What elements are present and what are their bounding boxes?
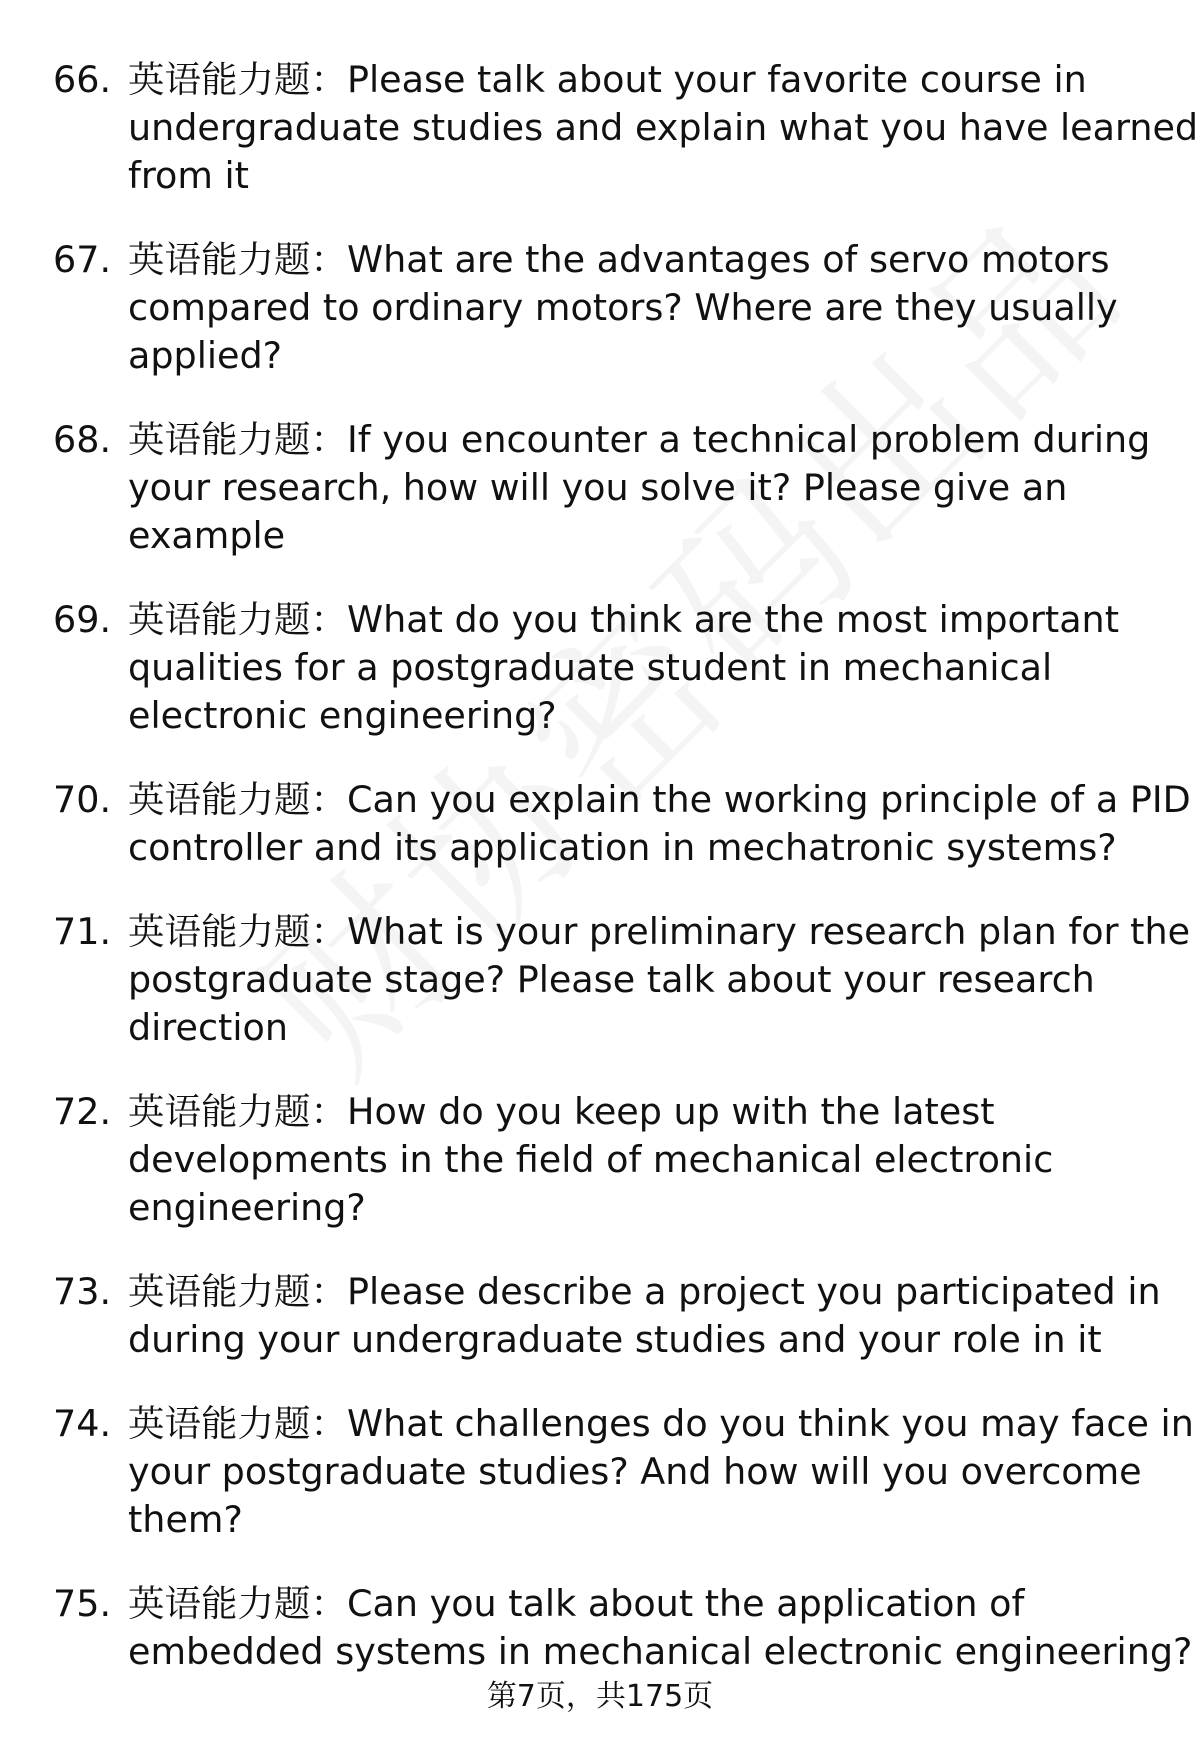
question-item [0,776,1200,908]
question-line: your postgraduate studies? And how will you overcome [128,1450,1142,1493]
question-line: qualities for a postgraduate student in mechanical [128,646,1053,689]
question-item [0,908,1200,1088]
question-item [0,236,1200,416]
question-line: 英语能力题：Can you talk about the application of [128,1582,1025,1625]
question-text [128,56,1199,200]
question-text [128,1088,1148,1232]
question-text [128,1400,1194,1544]
question-line: developments in the field of mechanical electronic [128,1138,1054,1181]
question-number: 68. [53,418,112,461]
question-line: 英语能力题：If you encounter a technical problem during [128,418,1151,461]
question-line: applied? [128,334,282,377]
question-list [0,56,1200,1712]
question-line: controller and its application in mechatronic systems? [128,826,1117,869]
question-number: 74. [53,1402,112,1445]
question-line: 英语能力题：Please describe a project you participated in [128,1270,1161,1313]
question-item [0,1088,1200,1268]
question-item [0,56,1200,236]
question-item [0,1400,1200,1580]
question-item [0,416,1200,596]
question-line: 英语能力题：Please talk about your favorite course in [128,58,1087,101]
question-item [0,1268,1200,1400]
question-line: them? [128,1498,243,1541]
question-text [128,1580,1193,1676]
question-number: 71. [53,910,112,953]
question-line: engineering? [128,1186,366,1229]
page-number-footer: 第7页，共175页 [486,1679,714,1714]
question-line: 英语能力题：What is your preliminary research plan for the [128,910,1191,953]
question-item [0,596,1200,776]
question-line: 英语能力题：Can you explain the working principle of a PID [128,778,1191,821]
question-line: direction [128,1006,288,1049]
question-line: electronic engineering? [128,694,557,737]
question-text [128,416,1151,560]
question-line: undergraduate studies and explain what you have learned [128,106,1199,149]
question-number: 67. [53,238,112,281]
question-line: during your undergraduate studies and your role in it [128,1318,1102,1361]
question-text [128,596,1148,740]
question-line: from it [128,154,249,197]
question-number: 69. [53,598,112,641]
question-number: 75. [53,1582,112,1625]
question-number: 66. [53,58,112,101]
question-line: your research, how will you solve it? Please give an [128,466,1068,509]
question-text [128,1268,1161,1364]
question-line: 英语能力题：What are the advantages of servo motors [128,238,1110,281]
question-line: 英语能力题：What challenges do you think you may face in [128,1402,1194,1445]
question-text [128,776,1191,872]
question-number: 73. [53,1270,112,1313]
question-line: compared to ordinary motors? Where are they usually [128,286,1118,329]
question-line: 英语能力题：What do you think are the most important [128,598,1120,641]
question-number: 70. [53,778,112,821]
question-line: embedded systems in mechanical electronic engineering? [128,1630,1193,1673]
question-text [128,236,1148,380]
question-number: 72. [53,1090,112,1133]
question-line: example [128,514,286,557]
question-line: postgraduate stage? Please talk about your research [128,958,1095,1001]
question-line: 英语能力题：How do you keep up with the latest [128,1090,995,1133]
question-text [128,908,1191,1052]
